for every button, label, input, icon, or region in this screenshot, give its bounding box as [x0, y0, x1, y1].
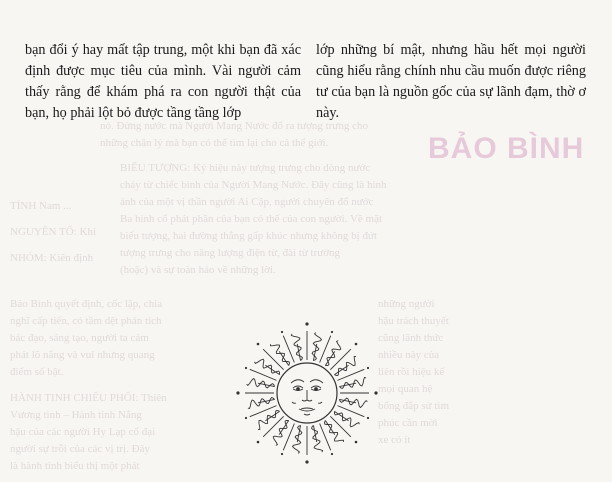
sun-illustration: [232, 318, 382, 468]
text-column-left: [25, 40, 301, 124]
paragraph-right: lớp những bí mật, nhưng hầu hết mọi người cũng hiểu rằng chính nhu cầu muốn được riêng tư của bạn là nguồn gốc của sự lãnh đạm, thờ ơ này.: [316, 42, 586, 121]
book-page: BẢO BÌNH nó. Đừng nước mà Người Mang Nước đổ ra tượng trưng cho những chân lý mà bạn có thể tìm lại cho cả thế giới. BIỂU TƯỢNG: Ký hiệu này tượng trưng cho dòng nước chảy từ chiếc bình của Người Mang Nước. Đây cũng là hình ảnh của một vị thần người Ai Cập, người chuyên đổ nước Ba hình cổ phát phần của bạn có thể của con người. Về mặt biểu tượng, hai đường thẳng gấp khúc nhưng không bị đứt tượng trưng cho năng lượng điện từ, đài từ trường (hoặc) và sự toàn hảo về những lời. TÍNH Nam ... NGUYÊN TỐ: Khí NHÓM: Kiên định Bảo Bình quyết định, cốc lập, chia nghĩ cấp tiến, có tầm dệt phản tích bác đạo, sáng tạo, người ta cảm phát lõ nắng và vui nhưng quang điểm số bật. HÀNH TINH CHIẾU PHỐI: Thiên Vương tinh – Hành tinh Nắng hậu của các người Hy Lạp cổ đại người sự trỗi của các vị trị. Đây là hành tinh biểu thị một phát những người hậu trách thuyết cũng lãnh thức nhiều này của liên rồi hiệu kế mọi quan hệ bổng đắp sử tìm phúc cần mời xe có ít bạn đổi ý hay mất tập trung, một khi bạn đã xác định được mục tiêu của mình. Vài người cảm thấy rằng để khám phá ra con người thật của bạn, họ phải lột bỏ được tầng tầng lớp lớp những bí mật, nhưng hầu hết mọi người cũng hiểu rằng chính nhu cầu muốn được riêng tư của bạn là nguồn gốc của sự lãnh đạm, thờ ơ này.: [10, 42, 586, 472]
sun-face-icon: [232, 318, 382, 468]
bleed-through-heading: BẢO BÌNH: [428, 132, 585, 165]
text-column-right: [316, 40, 586, 124]
paragraph-left: bạn đổi ý hay mất tập trung, một khi bạn đã xác định được mục tiêu của mình. Vài người cảm thấy rằng để khám phá ra con người thật của bạn, họ phải lột bỏ được tầng tầng lớp: [25, 42, 301, 121]
